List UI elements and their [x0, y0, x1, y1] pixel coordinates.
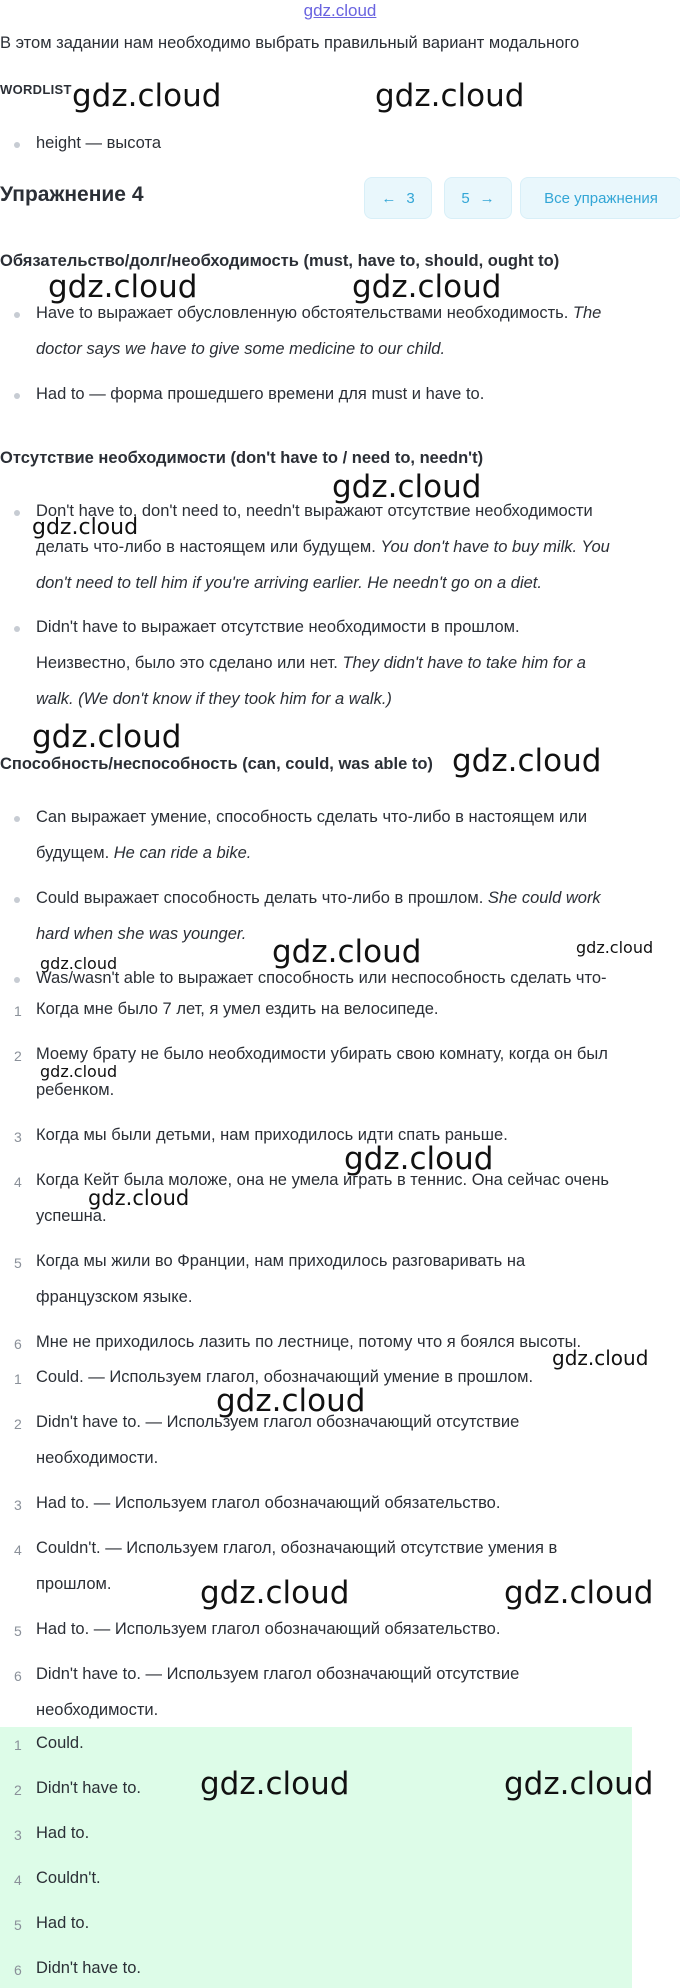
all-exercises-label: Все упражнения [544, 189, 658, 207]
sentence-number: 1 [14, 1003, 22, 1019]
explanation-text: Had to. — Используем глагол обозначающий обязательство. [36, 1494, 501, 1512]
watermark: gdz.cloud [32, 719, 182, 755]
answer-number: 2 [14, 1782, 22, 1798]
watermark: gdz.cloud [352, 269, 502, 305]
watermark: gdz.cloud [88, 1186, 190, 1210]
answer-text: Had to. [36, 1914, 90, 1932]
sentence-text: успешна. [36, 1207, 107, 1225]
theory-example: walk. (We don't know if they took him for a walk.) [36, 690, 392, 708]
watermark: gdz.cloud [332, 469, 482, 505]
answer-number: 1 [14, 1737, 22, 1753]
sentence-number: 3 [14, 1129, 22, 1145]
sentence-number: 4 [14, 1174, 22, 1190]
answer-text: Had to. [36, 1824, 90, 1842]
next-exercise-label: 5 [461, 189, 470, 207]
bullet-dot [14, 816, 20, 822]
watermark: gdz.cloud [200, 1766, 350, 1802]
bullet-dot [14, 142, 20, 148]
explanation-number: 6 [14, 1668, 22, 1684]
answer-text: Could. [36, 1734, 84, 1752]
explanation-text: Could. — Используем глагол, обозначающий умение в прошлом. [36, 1368, 534, 1386]
watermark: gdz.cloud [576, 938, 654, 957]
explanation-text: Didn't have to. — Используем глагол обозначающий отсутствие [36, 1413, 520, 1431]
bullet-dot [14, 897, 20, 903]
watermark: gdz.cloud [48, 269, 198, 305]
explanation-number: 2 [14, 1416, 22, 1432]
explanation-text: Didn't have to. — Используем глагол обозначающий отсутствие [36, 1665, 520, 1683]
explanation-text: Couldn't. — Используем глагол, обозначающий отсутствие умения в [36, 1539, 558, 1557]
section-title-ability: Способность/неспособность (can, could, was able to) [0, 755, 433, 773]
answer-text: Didn't have to. [36, 1779, 141, 1797]
section-title-no-necessity: Отсутствие необходимости (don't have to / need to, needn't) [0, 449, 484, 467]
sentence-text: Когда мы жили во Франции, нам приходилось разговаривать на [36, 1252, 526, 1270]
prev-exercise-label: 3 [406, 189, 415, 207]
sentence-text: Когда Кейт была моложе, она не умела играть в теннис. Она сейчас очень [36, 1171, 609, 1189]
sentence-number: 5 [14, 1255, 22, 1271]
theory-text: Had to — форма прошедшего времени для must и have to. [36, 385, 485, 403]
explanation-number: 4 [14, 1542, 22, 1558]
sentence-text: ребенком. [36, 1081, 115, 1099]
answer-number: 3 [14, 1827, 22, 1843]
theory-text: Didn't have to выражает отсутствие необходимости в прошлом. [36, 618, 520, 636]
sentence-text: Моему брату не было необходимости убирать свою комнату, когда он был [36, 1045, 608, 1063]
wordlist-title: WORDLIST [0, 82, 72, 97]
answer-number: 6 [14, 1962, 22, 1978]
watermark: gdz.cloud [216, 1383, 366, 1419]
exercise-title: Упражнение 4 [0, 183, 144, 206]
watermark: gdz.cloud [72, 78, 222, 114]
section-title-obligation: Обязательство/долг/необходимость (must, have to, should, ought to) [0, 252, 560, 270]
bullet-dot [14, 510, 20, 516]
theory-text: Неизвестно, было это сделано или нет. They didn't have to take him for a [36, 654, 586, 672]
explanation-text: Had to. — Используем глагол обозначающий обязательство. [36, 1620, 501, 1638]
sentence-number: 2 [14, 1048, 22, 1064]
theory-text: делать что-либо в настоящем или будущем. You don't have to buy milk. You [36, 538, 610, 556]
watermark: gdz.cloud [40, 1062, 118, 1081]
explanation-number: 3 [14, 1497, 22, 1513]
watermark: gdz.cloud [504, 1766, 654, 1802]
watermark: gdz.cloud [40, 954, 118, 973]
watermark: gdz.cloud [344, 1141, 494, 1177]
explanation-number: 5 [14, 1623, 22, 1639]
sentence-text: французском языке. [36, 1288, 193, 1306]
sentence-number: 6 [14, 1336, 22, 1352]
bullet-dot [14, 393, 20, 399]
explanation-number: 1 [14, 1371, 22, 1387]
theory-text: будущем. He can ride a bike. [36, 844, 252, 862]
watermark: gdz.cloud [504, 1575, 654, 1611]
answer-number: 4 [14, 1872, 22, 1888]
explanation-text: необходимости. [36, 1449, 159, 1467]
theory-text: Don't have to, don't need to, needn't выражают отсутствие необходимости [36, 502, 593, 520]
sentence-text: Мне не приходилось лазить по лестнице, потому что я боялся высоты. [36, 1333, 582, 1351]
bullet-dot [14, 312, 20, 318]
theory-text: Have to выражает обусловленную обстоятельствами необходимость. The [36, 304, 602, 322]
bullet-dot [14, 626, 20, 632]
site-logo[interactable]: gdz.cloud [303, 1, 377, 20]
theory-example: hard when she was younger. [36, 925, 247, 943]
watermark: gdz.cloud [552, 1346, 649, 1370]
all-exercises-button[interactable] [520, 177, 680, 219]
arrow-left-icon: ← [381, 189, 397, 207]
explanation-text: прошлом. [36, 1575, 112, 1593]
theory-example: doctor says we have to give some medicine to our child. [36, 340, 446, 358]
next-exercise-button[interactable] [444, 177, 512, 219]
bullet-dot [14, 977, 20, 983]
arrow-right-icon: → [479, 189, 495, 207]
theory-example: don't need to tell him if you're arriving earlier. He needn't go on a diet. [36, 574, 542, 592]
theory-text: Can выражает умение, способность сделать что-либо в настоящем или [36, 808, 588, 826]
intro-text: В этом задании нам необходимо выбрать правильный вариант модального [0, 34, 580, 52]
answer-text: Didn't have to. [36, 1959, 141, 1977]
watermark: gdz.cloud [200, 1575, 350, 1611]
sentence-text: Когда мне было 7 лет, я умел ездить на велосипеде. [36, 1000, 439, 1018]
answer-number: 5 [14, 1917, 22, 1933]
answer-text: Couldn't. [36, 1869, 101, 1887]
wordlist-item: height — высота [36, 134, 162, 152]
theory-text: Was/wasn't able to выражает способность или неспособность сделать что- [36, 969, 607, 987]
sentence-text: Когда мы были детьми, нам приходилось идти спать раньше. [36, 1126, 508, 1144]
watermark: gdz.cloud [272, 934, 422, 970]
explanation-text: необходимости. [36, 1701, 159, 1719]
watermark: gdz.cloud [452, 743, 602, 779]
prev-exercise-button[interactable] [364, 177, 432, 219]
watermark: gdz.cloud [375, 78, 525, 114]
theory-text: Could выражает способность делать что-либо в прошлом. She could work [36, 889, 601, 907]
watermark: gdz.cloud [32, 515, 139, 540]
